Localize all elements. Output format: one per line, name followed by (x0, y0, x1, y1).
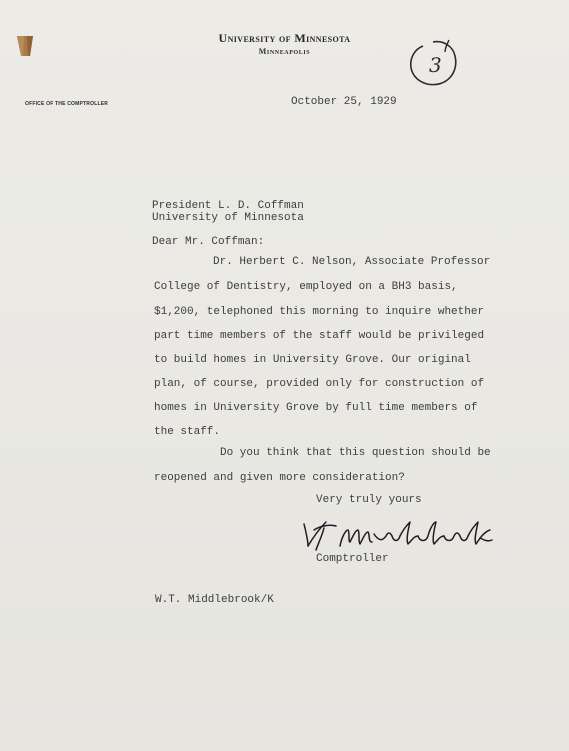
body-line: reopened and given more consideration? (154, 472, 405, 484)
body-line: Dr. Herbert C. Nelson, Associate Professor (213, 256, 491, 268)
closing: Very truly yours (316, 494, 422, 506)
body-line: homes in University Grove by full time members of (154, 402, 478, 414)
signer-title: Comptroller (316, 553, 389, 565)
body-line: the staff. (154, 426, 221, 438)
recipient-institution: University of Minnesota (152, 212, 304, 224)
body-line: $1,200, telephoned this morning to inquire whether (154, 306, 485, 318)
letterhead-institution: University of Minnesota (218, 31, 351, 45)
salutation: Dear Mr. Coffman: (152, 236, 265, 248)
page-number-digit: 3 (429, 53, 442, 77)
body-line: College of Dentistry, employed on a BH3 basis, (154, 281, 458, 293)
body-line: plan, of course, provided only for construction of (154, 378, 485, 390)
letter-date: October 25, 1929 (291, 96, 397, 108)
letterhead-city: Minneapolis (258, 47, 311, 56)
recipient-name: President L. D. Coffman (152, 200, 304, 212)
body-line: Do you think that this question should be (220, 447, 491, 459)
office-label: OFFICE OF THE COMPTROLLER (25, 101, 109, 107)
handwritten-page-number (403, 38, 461, 88)
reference-initials: W.T. Middlebrook/K (155, 594, 274, 606)
handwritten-signature (300, 518, 500, 554)
body-line: to build homes in University Grove. Our original (154, 354, 471, 366)
body-line: part time members of the staff would be privileged (154, 330, 485, 342)
